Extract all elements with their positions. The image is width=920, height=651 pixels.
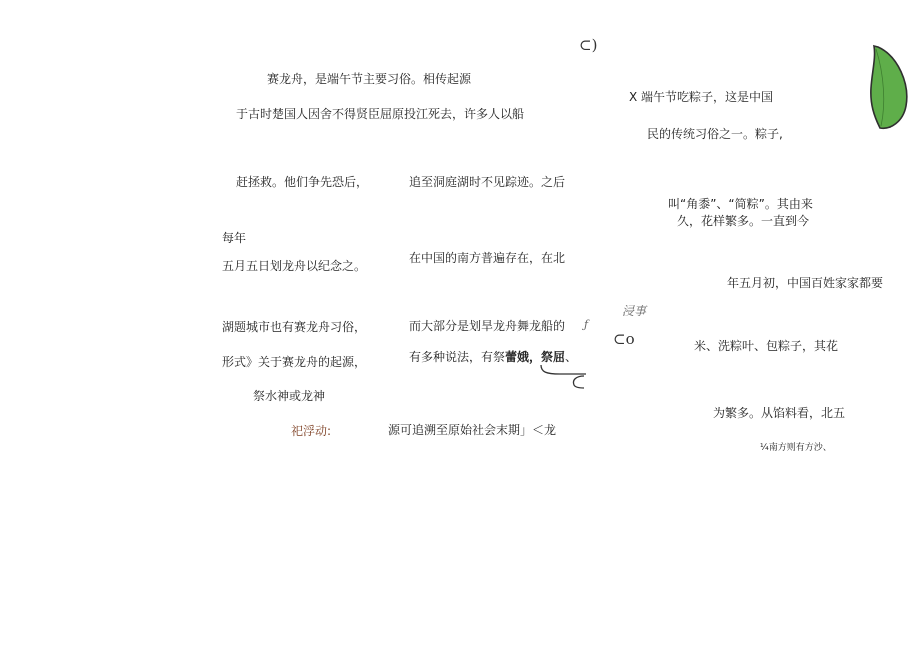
col1-line-2: 于古时楚国人因舍不得贤臣屈原投江死去，许多人以船 [236, 107, 525, 121]
col2-line-3: 而大部分是划旱龙舟舞龙船的 [409, 319, 566, 333]
col3-line-3: 叫“角黍”、“简粽”。其由来 [668, 197, 813, 211]
floating-italic-text: 浸事 [622, 304, 647, 318]
col2-line-2: 在中国的南方普遍存在，在北 [409, 251, 566, 265]
bracket-mark-icon [538, 362, 590, 390]
col3-line-6: 米、洗粽叶、包粽子，其花 [694, 339, 839, 353]
col2-line-4-bold: 蕾娥，祭屈 [505, 350, 566, 364]
col3-line-7: 为繁多。从馅料看，北五 [713, 406, 846, 420]
col3-line-8: ¼南方则有方沙、 [760, 443, 832, 453]
col3-line-2: 民的传统习俗之一。粽子, [647, 127, 783, 141]
col1-line-8: 祭水神或龙神 [253, 389, 326, 403]
floating-symbol: ⊂o [613, 330, 635, 348]
col2-line-3-mark: ƒ [584, 318, 589, 331]
col1-line-6: 湖题城市也有赛龙舟习俗， [222, 320, 367, 334]
col1-line-9: 祀浮动: [291, 424, 332, 438]
col3-line-1: X 端午节吃粽子，这是中国 [629, 90, 774, 104]
col1-line-4: 每年 [222, 231, 247, 245]
col3-line-5: 年五月初，中国百姓家家都要 [727, 276, 884, 290]
col1-line-5: 五月五日划龙舟以纪念之。 [222, 259, 367, 273]
col2-line-1: 追至洞庭湖时不见踪迹。之后 [409, 175, 566, 189]
col3-line-4: 久，花样繁多。一直到今 [677, 214, 810, 228]
col1-line-7: 形式》关于赛龙舟的起源， [222, 355, 367, 369]
leaf-icon [868, 44, 910, 132]
col2-line-5: 源可追溯至原始社会末期」＜龙 [388, 423, 557, 437]
col1-line-1: 赛龙舟，是端午节主要习俗。相传起源 [267, 72, 472, 86]
col2-line-4-start: 有多种说法，有祭 [409, 350, 506, 364]
col1-line-3: 赶拯救。他们争先恐后， [236, 175, 369, 189]
corner-symbol: ⊂) [579, 36, 598, 54]
col2-line-4-end: 、 [565, 350, 578, 364]
